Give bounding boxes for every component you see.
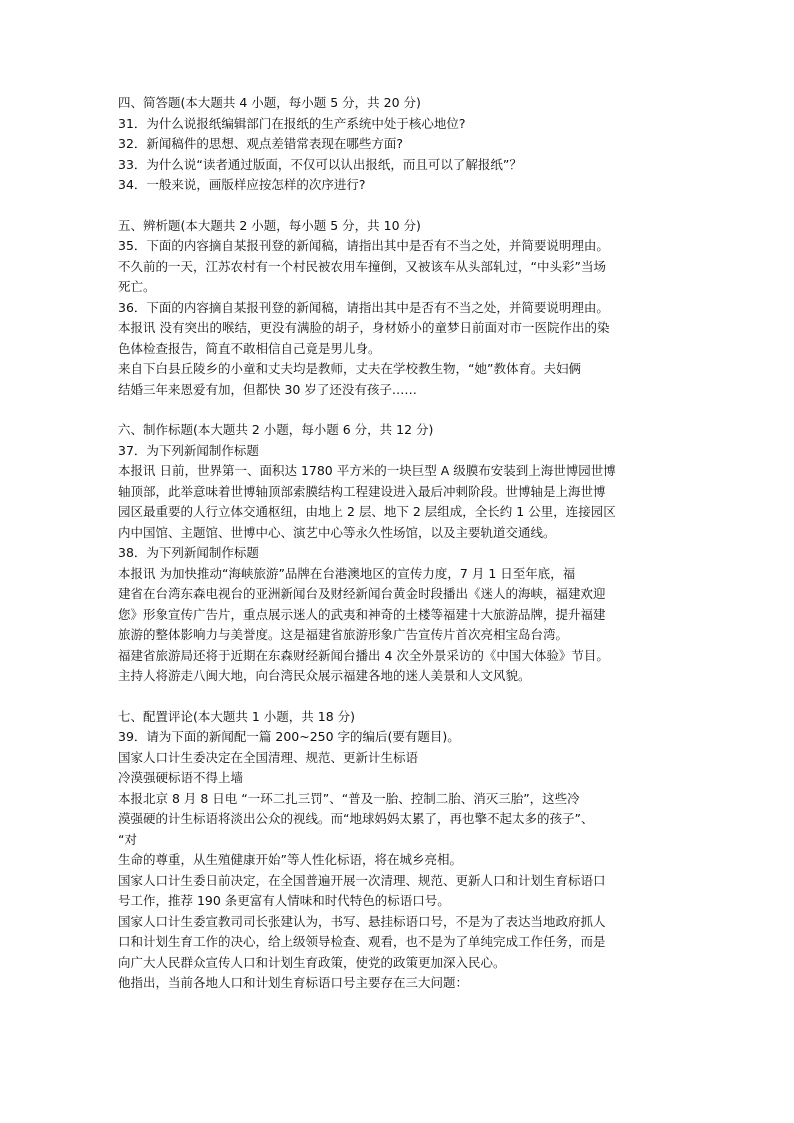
text-line: 国家人口计生委日前决定，在全国普遍开展一次清理、规范、更新人口和计划生育标语口 [118,872,606,888]
section-analysis [118,216,688,401]
text-line: 国家人口计生委决定在全国清理、规范、更新计生标语 [118,749,419,765]
question-line: 34．一般来说，画版样应按怎样的次序进行? [118,177,366,192]
text-line: 本报讯 没有突出的喉结，更没有满脸的胡子，身材娇小的童梦日前面对市一医院作出的染 [118,320,610,335]
text-line: 来自下白县丘陵乡的小童和丈夫均是教师，丈夫在学校教生物，“她”教体育。夫妇俩 [118,361,581,376]
text-line: 建省在台湾东森电视台的亚洲新闻台及财经新闻台黄金时段播出《迷人的海峡，福建欢迎 [118,586,606,601]
text-line: 不久前的一天，江苏农村有一个村民被农用车撞倒，又被该车从头部轧过，“中头彩”当场 [118,258,606,274]
text-line: 旅游的整体影响力与美誉度。这是福建省旅游形象广告宣传片首次亮相宝岛台湾。 [118,627,569,642]
text-line: 冷漠强硬标语不得上墙 [118,770,244,785]
section-title: 六、制作标题(本大题共 2 小题，每小题 6 分，共 12 分) [118,422,434,437]
text-line: 死亡。 [118,279,156,294]
text-line: 38．为下列新闻制作标题 [118,545,259,560]
text-line: 本报北京 8 月 8 日电 “一环二扎三罚”、“普及一胎、控制二胎、消灭三胎”，这些冷 [118,790,580,806]
text-line: 他指出，当前各地人口和计划生育标语口号主要存在三大问题： [118,975,469,990]
question-line: 31．为什么说报纸编辑部门在报纸的生产系统中处于核心地位? [118,115,466,131]
text-line: 本报讯 为加快推动“海峡旅游”品牌在台港澳地区的宣传力度，7 月 1 日至年底，福 [118,565,576,581]
text-line: 37．为下列新闻制作标题 [118,442,259,458]
text-line: 您》形象宣传广告片，重点展示迷人的武夷和神奇的土楼等福建十大旅游品牌，提升福建 [118,606,606,622]
text-line: 轴顶部，此举意味着世博轴顶部索膜结构工程建设进入最后冲刺阶段。世博轴是上海世博 [118,483,606,499]
section-title: 五、辨析题(本大题共 2 小题，每小题 5 分，共 10 分) [118,217,421,233]
section-title: 七、配置评论(本大题共 1 小题，共 18 分) [118,708,356,724]
text-line: 色体检查报告，简直不敢相信自己竟是男儿身。 [118,340,381,356]
text-line: 35．下面的内容摘自某报刊登的新闻稿，请指出其中是否有不当之处，并简要说明理由。 [118,238,609,253]
text-line: 结婚三年来恩爱有加，但都快 30 岁了还没有孩子…… [118,381,417,397]
question-line: 33．为什么说“读者通过版面，不仅可以认出报纸，而且可以了解报纸”？ [118,156,522,172]
text-line: 园区最重要的人行立体交通枢纽，由地上 2 层、地下 2 层组成，全长约 1 公里，连接园区 [118,504,616,519]
section-short-answer [118,93,688,196]
text-line: 漠强硬的计生标语将淡出公众的视线。而“地球妈妈太累了，再也擎不起太多的孩子”、 [118,811,594,826]
text-line: 口和计划生育工作的决心，给上级领导检查、观看，也不是为了单纯完成工作任务，而是 [118,934,606,949]
exam-page [118,93,688,1014]
text-line: 内中国馆、主题馆、世博中心、演艺中心等永久性场馆，以及主要轨道交通线。 [118,524,556,540]
text-line: “对 [118,831,137,847]
text-line: 向广大人民群众宣传人口和计划生育政策，使党的政策更加深入民心。 [118,954,506,970]
section-headline-writing [118,420,688,687]
text-line: 39．请为下面的新闻配一篇 200~250 字的编后(要有题目)。 [118,729,460,744]
text-line: 主持人将游走八闽大地，向台湾民众展示福建各地的迷人美景和人文风貌。 [118,668,531,683]
section-title: 四、简答题(本大题共 4 小题，每小题 5 分，共 20 分) [118,95,421,110]
text-line: 生命的尊重，从生殖健康开始”等人性化标语，将在城乡亮相。 [118,852,462,867]
text-line: 36．下面的内容摘自某报刊登的新闻稿，请指出其中是否有不当之处，并简要说明理由。 [118,299,609,315]
text-line: 本报讯 日前，世界第一、面积达 1780 平方米的一块巨型 A 级膜布安装到上海世博园世博 [118,463,616,478]
section-commentary [118,707,688,994]
question-line: 32．新闻稿件的思想、观点差错常表现在哪些方面? [118,136,404,151]
text-line: 国家人口计生委宣教司司长张建认为，书写、悬挂标语口号，不是为了表达当地政府抓人 [118,913,606,929]
text-line: 福建省旅游局还将于近期在东森财经新闻台播出 4 次全外景采访的《中国大体验》节目。 [118,647,609,663]
text-line: 号工作，推荐 190 条更富有人情味和时代特色的标语口号。 [118,893,450,908]
